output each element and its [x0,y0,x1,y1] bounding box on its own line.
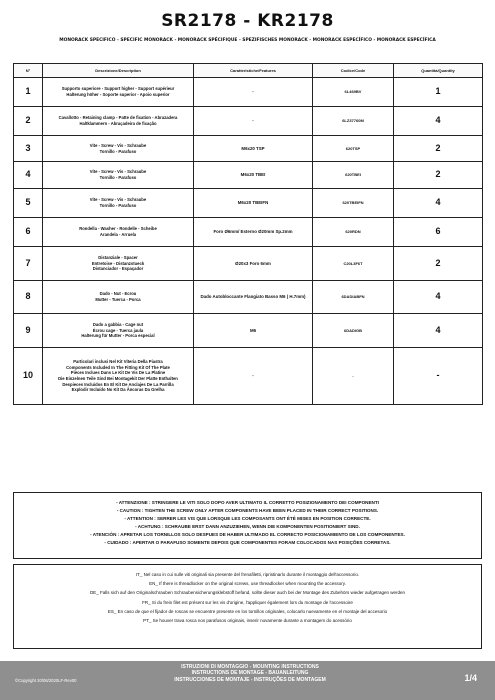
note-line-es: ES_ En caso de que el fijador de roscas se encuentre presente en los tornillos originales, colocarlo nuevamente en el montaje del accesorio [107,608,388,614]
tightening-warning-box [13,492,482,559]
row-number: 1 [14,78,43,107]
note-line-fr: FR_ Si du frein filet est présent sur les vis d'origine, l'appliquer également lors du montage de l'accessoire [142,599,353,605]
row-quantity: 4 [394,314,483,348]
row-code: 6LZ37760M [313,107,394,136]
row-code: 620RDN [313,218,394,247]
row-features: Ø20x3 Foro 6mm [194,247,313,281]
row-quantity: 2 [394,136,483,162]
table-row [14,78,483,107]
row-features: - [194,78,313,107]
note-line-en: EN_ If there is threadlocker on the original screws, use threadlocker when mounting the accessory. [149,581,346,587]
document-title: SR2178 - KR2178 [161,11,334,31]
description-line: Tornillo - Parafuso [99,175,137,180]
row-features: Dado Autobloccante Flangiato Basso M6 ( H.7mm) [194,281,313,314]
description-line: Tornillo - Parafuso [99,148,137,154]
parts-table-header [14,64,483,78]
row-description [43,247,194,281]
row-features: - [194,107,313,136]
row-code: - [313,348,394,405]
row-features: M6x20 TBEI [194,162,313,189]
description-line: Cavallotto - Retaining clamp - Patte de fixation - Abrazadera [58,115,178,121]
row-features: Foro Ø6mm/ Esterno Ø20mm Sp.2mm [194,218,313,247]
row-features: M6 [194,314,313,348]
table-row [14,281,483,314]
row-code: 6DADIABFN [313,281,394,314]
row-description [43,136,194,162]
row-code: 6DADIGB [313,314,394,348]
description-line: Distanziale - Spacer [98,255,138,261]
row-code: 620TSP [313,136,394,162]
row-features: M6x20 TBEIFN [194,189,313,218]
description-line: Haltklammern - Abraçadeira de fixação [79,121,157,126]
row-description [43,162,194,189]
column-header-features: Caratteristiche/Features [194,64,313,78]
description-line: Halterung für Mutter - Porca especial [81,333,155,339]
parts-table [13,63,483,405]
description-line: Dado - Nut - Ecrou [99,291,137,297]
note-line-de: DE_ Falls sich auf den Originalschrauben Schraubensicherungsklebstoff befand, sollte dieser auch bei der Montage des Zubehörs wieder aufgetragen werden [89,590,406,596]
column-header-quantity: Quantità/Quantity [394,64,483,78]
threadlocker-notes-box [13,564,482,649]
row-quantity: 4 [394,281,483,314]
copyright-text: ©Copyright 20/06/2020LF-Rev00 [15,678,77,683]
row-features: - [194,348,313,405]
table-row [14,348,483,405]
column-header-code: Codice/Code [313,64,394,78]
note-line-it: IT_ Nel caso in cui sulle viti originali sia presente del frenafiletti, ripristinarlo durante il montaggio dell'accessorio. [135,572,360,577]
mounting-instructions-title [150,664,350,683]
row-description [43,314,194,348]
description-line: Arandela - Arruela [99,232,137,237]
warning-line-it: - ATTENZIONE : STRINGERE LE VITI SOLO DOPO AVER ULTIMATO IL CORRETTO POSIZIONAMENTO DEI COMPONENTI [116,500,379,505]
instructions-line: ISTRUZIONI DI MONTAGGIO - MOUNTING INSTRUCTIONS [181,664,319,670]
table-row [14,136,483,162]
note-line-pt: PT_ Se houver trava rosca nos parafusos originais, inserir novamente durante a montagem do acessório [143,618,352,624]
row-code: 620TBEI [313,162,394,189]
description-line: Écrou cage - Tuerca jaula [92,327,144,333]
description-line: Components Included In The Fitting Kit Of The Plate [66,364,170,370]
page-number: 1/4 [464,673,477,683]
row-number: 6 [14,218,43,247]
row-quantity: 2 [394,247,483,281]
table-row [14,107,483,136]
description-line: Despieces Incluidos En El Kit De Anclajes De La Parrilla [62,381,174,387]
row-code: C20L3F6T [313,247,394,281]
description-line: Vite - Screw - Vis - Schraube [89,197,147,203]
table-row [14,247,483,281]
row-quantity: 1 [394,78,483,107]
row-number: 5 [14,189,43,218]
row-number: 2 [14,107,43,136]
row-description [43,281,194,314]
description-line: Distanciador - Espaçador [92,266,144,272]
description-line: Halterung höher - Soporte superior - Apoio superior [66,92,170,97]
row-number: 8 [14,281,43,314]
column-header-description: Descrizione/Description [43,64,194,78]
row-features: M6x20 TSP [194,136,313,162]
description-line: Supporto superiore - Support higher - Support supérieur [61,86,175,92]
row-quantity: - [394,348,483,405]
row-description [43,218,194,247]
document-subtitle: MONORACK SPECIFICO - SPECIFIC MONORACK - MONORACK SPÉCIFIQUE - SPEZIFISCHES MONORACK - MONORACK ESPECÍFICO - MONORACK ESPECÍFICA [59,38,436,43]
table-row [14,314,483,348]
description-line: Vite - Screw - Vis - Schraube [89,142,147,148]
row-quantity: 2 [394,162,483,189]
row-number: 3 [14,136,43,162]
row-description [43,107,194,136]
description-line: Dado a gabbia - Cage nut [92,322,144,328]
description-line: Pièces Inclues Dans Le Kit De Vis De La Platine [70,370,166,376]
table-row [14,162,483,189]
warning-line-fr: - ATTENTION : SERRER LES VIS QUE LORSQUE LES COMPOSANTS ONT ÉTÉ MISES EN POSITION CORRECTE. [124,516,371,522]
row-code: 6L469BV [313,78,394,107]
description-line: Entretoise - Distanzstueck [91,260,145,266]
warning-line-es: - ATENCIÓN : APRETAR LOS TORNILLOS SOLO DESPUES DE HABER ULTIMADO EL CORRECTO POSICIONAMIENTO DE LOS COMPONENTES. [90,532,405,538]
row-quantity: 6 [394,218,483,247]
warning-line-en: - CAUTION : TIGHTEN THE SCREW ONLY AFTER COMPONENTS HAVE BEEN PLACED IN THEIR CORRECT POSITIONS. [116,508,379,514]
row-number: 4 [14,162,43,189]
instructions-line: INSTRUCCIONES DE MONTAJE - INSTRUÇÕES DE MONTAGEM [174,676,326,683]
row-description [43,348,194,405]
warning-line-pt: - CUIDADO : APERTAR O PARAFUSO SOMENTE DEPOIS QUE COMPONENTES FORAM COLOCADOS NAS POSIÇÕES CORRETAS. [104,540,391,546]
description-line: Tornillo - Parafuso [99,203,137,208]
description-line: Die Einzelnen Teile Sind Bei Montagekit Der Platte Enthalten [58,376,178,381]
row-number: 7 [14,247,43,281]
row-number: 9 [14,314,43,348]
row-number: 10 [14,348,43,405]
table-row [14,218,483,247]
description-line: Particolari inclusi Nel Kit Viteria Della Piastra [73,359,163,365]
column-header-number: N° [14,64,43,78]
description-line: Explodir Incluído No Kit Da Âncoras Da Grelha [71,387,165,393]
description-line: Vite - Screw - Vis - Schraube [89,169,147,175]
footer-bar [0,661,495,700]
row-code: 620TBEIFN [313,189,394,218]
warning-line-de: - ACHTUNG : SCHRAUBE ERST DANN ANZUZIEHEN, WENN DIE KOMPONENTEN POSITIONIERT SIND. [135,524,360,530]
instructions-line: INSTRUCTIONS DE MONTAGE - BAUANLEITUNG [191,670,309,677]
description-line: Rondella - Washer - Rondelle - Scheibe [79,226,157,232]
table-row [14,189,483,218]
row-quantity: 4 [394,189,483,218]
row-description [43,189,194,218]
row-quantity: 4 [394,107,483,136]
description-line: Mutter - Tuerca - Porca [95,297,141,302]
row-description [43,78,194,107]
